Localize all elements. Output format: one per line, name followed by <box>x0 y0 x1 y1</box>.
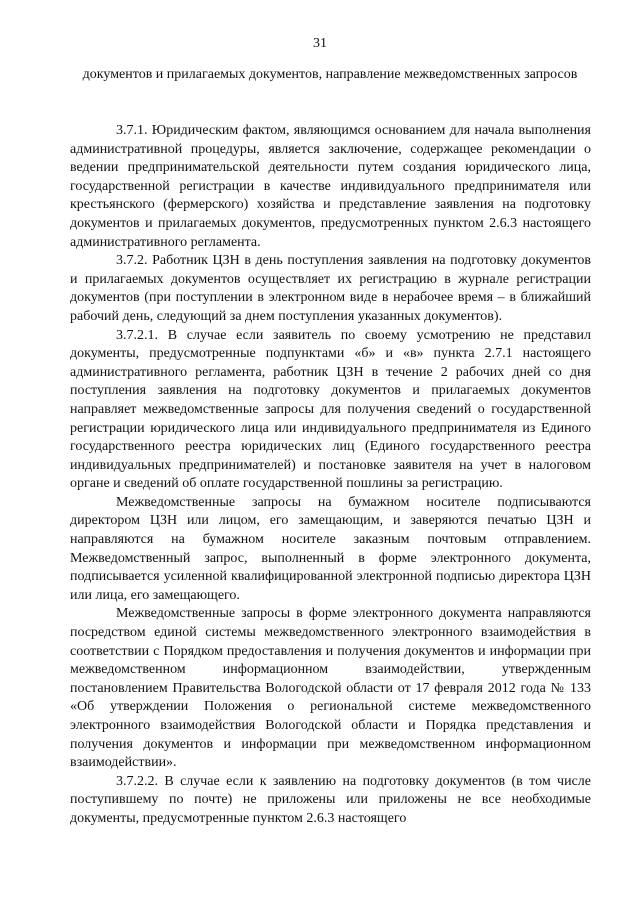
paragraph: Межведомственные запросы на бумажном носителе подписываются директором ЦЗН или лицом, его замещающим, и заверяются печатью ЦЗН и направляются на бумажном носителе заказным почтовым отправлением. Межведомственный запрос, выполненный в форме электронного документа, подписывается усиленной квалифицированной электронной подписью директора ЦЗН или лица, его замещающего. <box>70 494 591 603</box>
paragraph: 3.7.2.2. В случае если к заявлению на подготовку документов (в том числе поступившему по почте) не приложены или приложены не все необходимые документы, предусмотренные пунктом 2.6.3 настоящего <box>70 773 591 826</box>
section-heading: документов и прилагаемых документов, направление межведомственных запросов <box>82 67 578 82</box>
paragraph: 3.7.2.1. В случае если заявитель по своему усмотрению не представил документы, предусмотренные подпунктами «б» и «в» пункта 2.7.1 настоящего административного регламента, работник ЦЗН в течение 2 рабочих дней со дня поступления заявления на подготовку документов и прилагаемых документов направляет межведомственные запросы для получения сведений о государственной регистрации юридического лица или индивидуального предпринимателя из Единого государственного реестра юридических лиц (Единого государственного реестра индивидуальных предпринимателей) и постановке заявителя на учет в налоговом органе и сведений об оплате государственной пошлины за регистрацию. <box>70 327 591 492</box>
paragraph: 3.7.1. Юридическим фактом, являющимся основанием для начала выполнения административной процедуры, является заключение, содержащее рекомендации о ведении предпринимательской деятельности путем создания юридического лица, государственной регистрации в качестве индивидуального предпринимателя или крестьянского (фермерского) хозяйства и представление заявления на подготовку документов и прилагаемых документов, предусмотренных пунктом 2.6.3 настоящего административного регламента. <box>70 123 591 250</box>
paragraph: 3.7.2. Работник ЦЗН в день поступления заявления на подготовку документов и прилагаемых документов осуществляет их регистрацию в журнале регистрации документов (при поступлении в электронном виде в нерабочее время – в ближайший рабочий день, следующий за днем поступления указанных документов). <box>70 253 591 324</box>
page-number: 31 <box>313 36 327 51</box>
document-body <box>70 122 591 829</box>
paragraph: Межведомственные запросы в форме электронного документа направляются посредством единой системы межведомственного электронного взаимодействия в соответствии с Порядком предоставления и получения документов и информации при межведомственном информационном взаимодействии, утвержденным постановлением Правительства Вологодской области от 17 февраля 2012 года № 133 «Об утверждении Положения о региональной системе межведомственного электронного взаимодействия Вологодской области и Порядка представления и получения документов и информации при межведомственном информационном взаимодействии». <box>70 606 591 771</box>
